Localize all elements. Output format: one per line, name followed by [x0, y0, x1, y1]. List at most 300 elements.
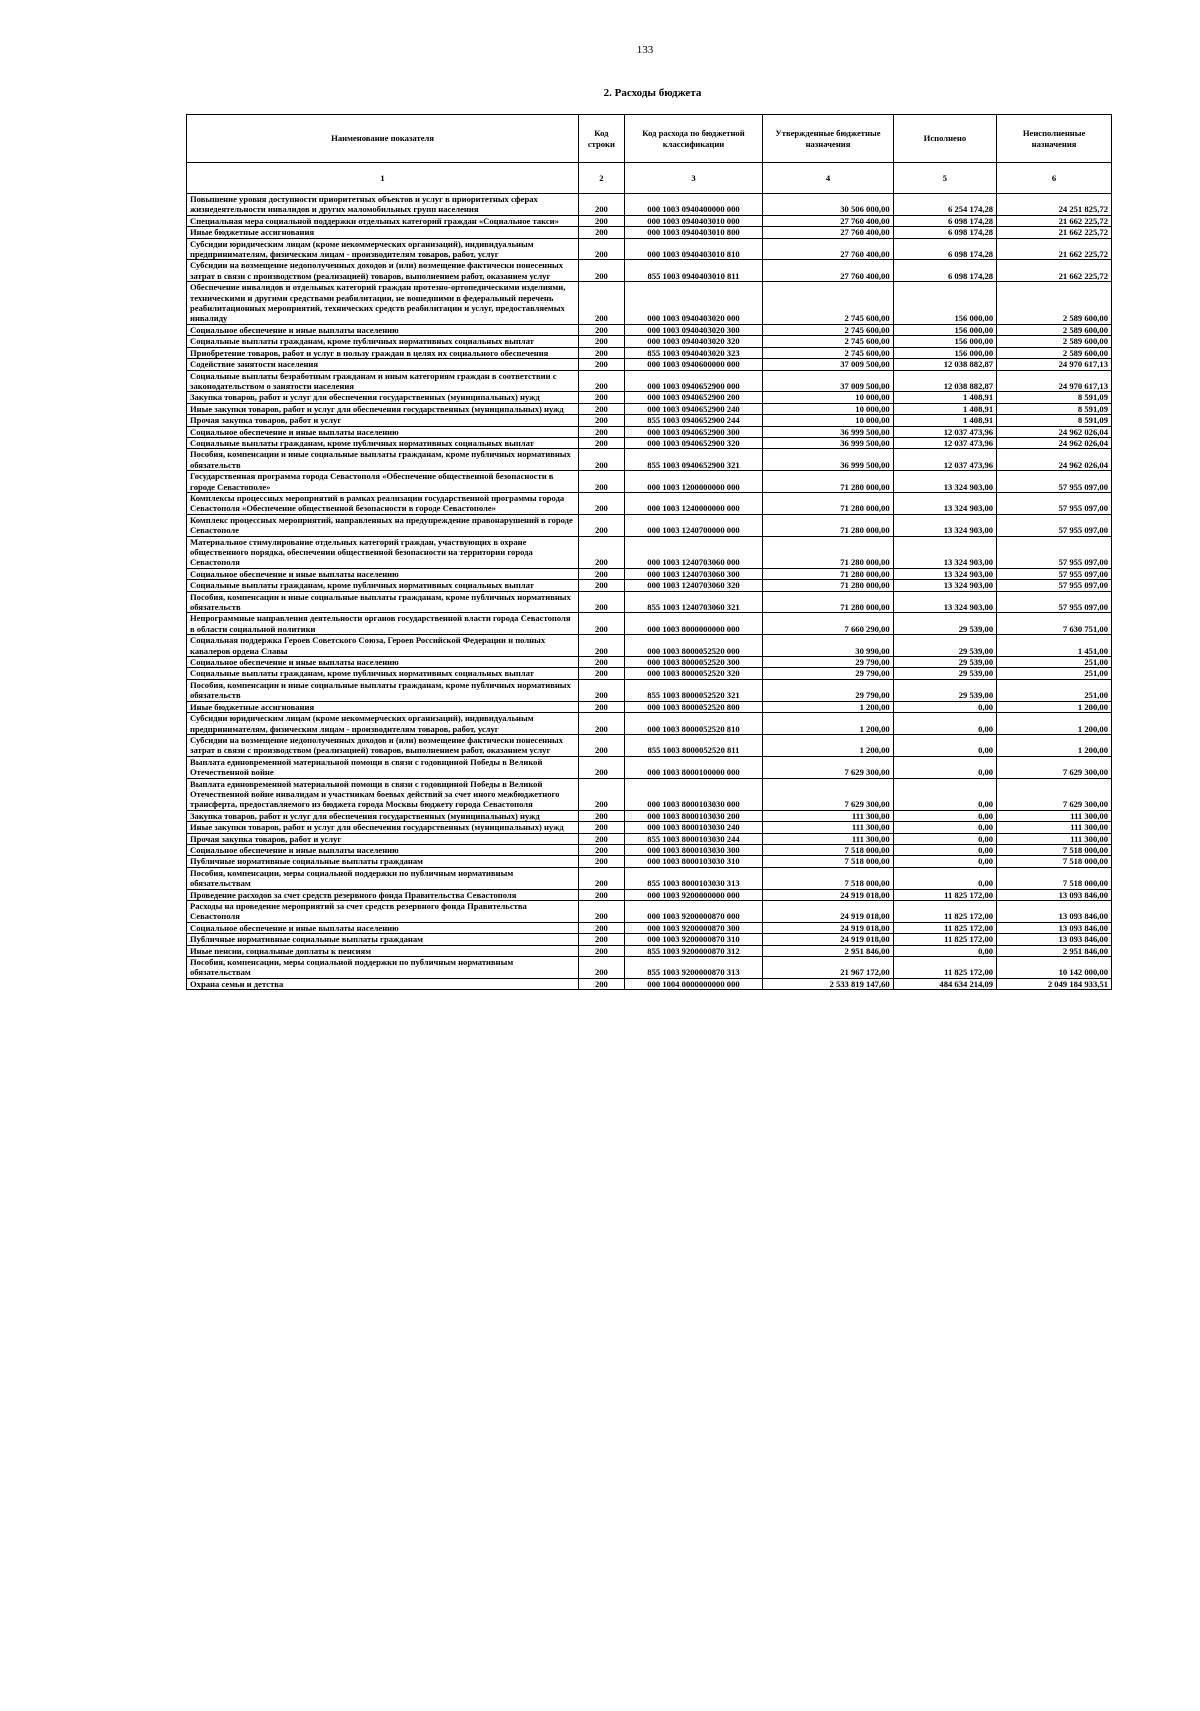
row-code: 200	[579, 713, 625, 735]
table-row	[187, 978, 1112, 989]
row-unexecuted: 2 589 600,00	[997, 347, 1112, 358]
row-executed: 13 324 903,00	[893, 492, 996, 514]
row-code: 200	[579, 336, 625, 347]
row-name: Субсидии юридическим лицам (кроме некоммерческих организаций), индивидуальным предпринимателям, физическим лицам - производителям товаров, работ, услуг	[187, 238, 579, 260]
row-code: 200	[579, 536, 625, 568]
row-code: 200	[579, 347, 625, 358]
section-title: 2. Расходы бюджета	[603, 87, 702, 99]
row-name: Непрограммные направления деятельности органов государственной власти города Севастополя в области социальной политики	[187, 613, 579, 635]
row-kbk: 000 1003 8000052520 800	[624, 701, 763, 712]
table-row	[187, 415, 1112, 426]
row-unexecuted: 13 093 846,00	[997, 889, 1112, 900]
row-name: Пособия, компенсации, меры социальной поддержки по публичным нормативным обязательствам	[187, 867, 579, 889]
row-code: 200	[579, 370, 625, 392]
row-unexecuted: 2 951 846,00	[997, 945, 1112, 956]
row-name: Прочая закупка товаров, работ и услуг	[187, 415, 579, 426]
row-kbk: 000 1003 0940652900 000	[624, 370, 763, 392]
row-name: Материальное стимулирование отдельных категорий граждан, участвующих в охране общественного порядка, обеспечении общественной безопасности на территории города Севастополя	[187, 536, 579, 568]
table-row	[187, 591, 1112, 613]
row-approved: 7 660 290,00	[763, 613, 893, 635]
column-header-unexecuted: Неисполненные назначения	[997, 115, 1112, 163]
row-kbk: 000 1003 1240703060 000	[624, 536, 763, 568]
row-approved: 2 745 600,00	[763, 324, 893, 335]
row-approved: 36 999 500,00	[763, 426, 893, 437]
row-unexecuted: 2 589 600,00	[997, 324, 1112, 335]
row-executed: 0,00	[893, 713, 996, 735]
column-number: 2	[579, 163, 625, 194]
table-row	[187, 227, 1112, 238]
row-approved: 2 745 600,00	[763, 336, 893, 347]
row-approved: 71 280 000,00	[763, 514, 893, 536]
table-row	[187, 426, 1112, 437]
row-kbk: 000 1003 8000000000 000	[624, 613, 763, 635]
row-code: 200	[579, 701, 625, 712]
table-row	[187, 238, 1112, 260]
column-number: 6	[997, 163, 1112, 194]
table-row	[187, 347, 1112, 358]
row-executed: 6 098 174,28	[893, 260, 996, 282]
row-name: Проведение расходов за счет средств резервного фонда Правительства Севастополя	[187, 889, 579, 900]
row-approved: 2 745 600,00	[763, 347, 893, 358]
row-kbk: 855 1003 8000103030 313	[624, 867, 763, 889]
table-row	[187, 657, 1112, 668]
row-unexecuted: 8 591,09	[997, 392, 1112, 403]
row-approved: 29 790,00	[763, 668, 893, 679]
row-executed: 13 324 903,00	[893, 514, 996, 536]
row-name: Закупка товаров, работ и услуг для обеспечения государственных (муниципальных) нужд	[187, 392, 579, 403]
row-unexecuted: 111 300,00	[997, 833, 1112, 844]
row-code: 200	[579, 844, 625, 855]
row-approved: 29 790,00	[763, 657, 893, 668]
row-approved: 2 533 819 147,60	[763, 978, 893, 989]
row-kbk: 000 1003 0940652900 200	[624, 392, 763, 403]
row-code: 200	[579, 260, 625, 282]
row-kbk: 000 1003 8000052520 320	[624, 668, 763, 679]
table-row	[187, 822, 1112, 833]
row-kbk: 000 1003 0940403020 320	[624, 336, 763, 347]
row-unexecuted: 7 629 300,00	[997, 778, 1112, 810]
row-unexecuted: 57 955 097,00	[997, 514, 1112, 536]
table-row	[187, 734, 1112, 756]
table-header-row	[187, 115, 1112, 163]
row-approved: 24 919 018,00	[763, 922, 893, 933]
table-row	[187, 833, 1112, 844]
row-approved: 71 280 000,00	[763, 580, 893, 591]
row-unexecuted: 24 962 026,04	[997, 437, 1112, 448]
row-code: 200	[579, 657, 625, 668]
row-name: Расходы на проведение мероприятий за счет средств резервного фонда Правительства Севастополя	[187, 901, 579, 923]
row-approved: 10 000,00	[763, 392, 893, 403]
row-name: Комплекс процессных мероприятий, направленных на предупреждение правонарушений в городе Севастополе	[187, 514, 579, 536]
row-code: 200	[579, 415, 625, 426]
row-executed: 11 825 172,00	[893, 957, 996, 979]
row-kbk: 000 1003 1240703060 300	[624, 568, 763, 579]
row-name: Публичные нормативные социальные выплаты гражданам	[187, 934, 579, 945]
row-approved: 36 999 500,00	[763, 449, 893, 471]
row-kbk: 000 1003 0940652900 240	[624, 403, 763, 414]
row-unexecuted: 57 955 097,00	[997, 591, 1112, 613]
row-executed: 0,00	[893, 701, 996, 712]
row-name: Приобретение товаров, работ и услуг в пользу граждан в целях их социального обеспечения	[187, 347, 579, 358]
row-approved: 71 280 000,00	[763, 536, 893, 568]
row-approved: 24 919 018,00	[763, 934, 893, 945]
table-row	[187, 392, 1112, 403]
row-executed: 11 825 172,00	[893, 889, 996, 900]
table-row	[187, 403, 1112, 414]
table-row	[187, 536, 1112, 568]
row-kbk: 000 1003 8000052520 000	[624, 635, 763, 657]
row-executed: 0,00	[893, 778, 996, 810]
row-kbk: 000 1003 8000103030 300	[624, 844, 763, 855]
row-executed: 0,00	[893, 756, 996, 778]
column-header-executed: Исполнено	[893, 115, 996, 163]
row-code: 200	[579, 613, 625, 635]
row-code: 200	[579, 867, 625, 889]
row-unexecuted: 24 970 617,13	[997, 370, 1112, 392]
row-approved: 71 280 000,00	[763, 471, 893, 493]
row-name: Специальная мера социальной поддержки отдельных категорий граждан «Социальное такси»	[187, 215, 579, 226]
table-row	[187, 449, 1112, 471]
table-row	[187, 679, 1112, 701]
table-row	[187, 945, 1112, 956]
row-kbk: 000 1003 8000103030 240	[624, 822, 763, 833]
row-name: Социальное обеспечение и иные выплаты населению	[187, 922, 579, 933]
row-approved: 71 280 000,00	[763, 568, 893, 579]
row-unexecuted: 57 955 097,00	[997, 492, 1112, 514]
row-approved: 37 009 500,00	[763, 359, 893, 370]
row-kbk: 000 1003 8000052520 300	[624, 657, 763, 668]
row-name: Пособия, компенсации и иные социальные выплаты гражданам, кроме публичных нормативных обязательств	[187, 679, 579, 701]
row-unexecuted: 251,00	[997, 668, 1112, 679]
row-kbk: 000 1004 0000000000 000	[624, 978, 763, 989]
row-unexecuted: 251,00	[997, 679, 1112, 701]
row-name: Социальная поддержка Героев Советского Союза, Героев Российской Федерации и полных кавалеров ордена Славы	[187, 635, 579, 657]
row-code: 200	[579, 492, 625, 514]
row-executed: 29 539,00	[893, 635, 996, 657]
row-approved: 1 200,00	[763, 701, 893, 712]
table-row	[187, 514, 1112, 536]
row-code: 200	[579, 679, 625, 701]
row-kbk: 000 1003 0940403010 800	[624, 227, 763, 238]
row-kbk: 855 1003 8000103030 244	[624, 833, 763, 844]
row-code: 200	[579, 359, 625, 370]
row-approved: 21 967 172,00	[763, 957, 893, 979]
row-unexecuted: 2 589 600,00	[997, 282, 1112, 325]
row-kbk: 000 1003 8000103030 000	[624, 778, 763, 810]
row-code: 200	[579, 922, 625, 933]
row-name: Иные закупки товаров, работ и услуг для обеспечения государственных (муниципальных) нужд	[187, 822, 579, 833]
row-unexecuted: 57 955 097,00	[997, 536, 1112, 568]
row-name: Иные пенсии, социальные доплаты к пенсиям	[187, 945, 579, 956]
row-kbk: 000 1003 0940652900 320	[624, 437, 763, 448]
row-executed: 13 324 903,00	[893, 568, 996, 579]
column-number: 3	[624, 163, 763, 194]
row-code: 200	[579, 580, 625, 591]
row-code: 200	[579, 734, 625, 756]
row-approved: 37 009 500,00	[763, 370, 893, 392]
row-approved: 7 518 000,00	[763, 867, 893, 889]
row-name: Социальное обеспечение и иные выплаты населению	[187, 568, 579, 579]
row-executed: 6 098 174,28	[893, 215, 996, 226]
row-unexecuted: 24 251 825,72	[997, 194, 1112, 216]
row-name: Социальные выплаты гражданам, кроме публичных нормативных социальных выплат	[187, 437, 579, 448]
row-code: 200	[579, 227, 625, 238]
row-approved: 1 200,00	[763, 734, 893, 756]
row-code: 200	[579, 822, 625, 833]
row-kbk: 000 1003 0940600000 000	[624, 359, 763, 370]
table-row	[187, 370, 1112, 392]
row-unexecuted: 21 662 225,72	[997, 215, 1112, 226]
row-code: 200	[579, 889, 625, 900]
row-executed: 6 098 174,28	[893, 238, 996, 260]
table-row	[187, 282, 1112, 325]
row-approved: 27 760 400,00	[763, 215, 893, 226]
row-name: Социальные выплаты гражданам, кроме публичных нормативных социальных выплат	[187, 336, 579, 347]
column-number: 5	[893, 163, 996, 194]
row-unexecuted: 251,00	[997, 657, 1112, 668]
row-name: Иные бюджетные ассигнования	[187, 227, 579, 238]
table-row	[187, 901, 1112, 923]
row-executed: 1 408,91	[893, 403, 996, 414]
row-code: 200	[579, 324, 625, 335]
table-row	[187, 492, 1112, 514]
table-row	[187, 867, 1112, 889]
row-code: 200	[579, 778, 625, 810]
row-approved: 111 300,00	[763, 822, 893, 833]
row-kbk: 855 1003 0940652900 321	[624, 449, 763, 471]
row-executed: 12 037 473,96	[893, 449, 996, 471]
row-kbk: 855 1003 1240703060 321	[624, 591, 763, 613]
row-name: Иные бюджетные ассигнования	[187, 701, 579, 712]
row-executed: 29 539,00	[893, 657, 996, 668]
row-unexecuted: 1 200,00	[997, 734, 1112, 756]
row-unexecuted: 2 049 184 933,51	[997, 978, 1112, 989]
table-row	[187, 778, 1112, 810]
row-approved: 111 300,00	[763, 833, 893, 844]
row-executed: 12 037 473,96	[893, 437, 996, 448]
row-code: 200	[579, 426, 625, 437]
row-executed: 156 000,00	[893, 324, 996, 335]
row-code: 200	[579, 282, 625, 325]
row-kbk: 000 1003 0940652900 300	[624, 426, 763, 437]
row-kbk: 855 1003 0940403020 323	[624, 347, 763, 358]
row-code: 200	[579, 449, 625, 471]
column-number: 1	[187, 163, 579, 194]
table-row	[187, 471, 1112, 493]
row-approved: 71 280 000,00	[763, 492, 893, 514]
table-row	[187, 613, 1112, 635]
row-code: 200	[579, 945, 625, 956]
row-code: 200	[579, 978, 625, 989]
row-kbk: 855 1003 8000052520 811	[624, 734, 763, 756]
row-unexecuted: 57 955 097,00	[997, 471, 1112, 493]
row-approved: 24 919 018,00	[763, 889, 893, 900]
row-unexecuted: 111 300,00	[997, 810, 1112, 821]
row-unexecuted: 21 662 225,72	[997, 260, 1112, 282]
table-row	[187, 934, 1112, 945]
row-name: Пособия, компенсации и иные социальные выплаты гражданам, кроме публичных нормативных обязательств	[187, 449, 579, 471]
row-code: 200	[579, 514, 625, 536]
row-code: 200	[579, 238, 625, 260]
row-executed: 0,00	[893, 856, 996, 867]
row-unexecuted: 13 093 846,00	[997, 901, 1112, 923]
row-kbk: 855 1003 9200000870 312	[624, 945, 763, 956]
table-row	[187, 260, 1112, 282]
row-code: 200	[579, 934, 625, 945]
row-approved: 30 990,00	[763, 635, 893, 657]
table-row	[187, 580, 1112, 591]
row-kbk: 000 1003 8000103030 200	[624, 810, 763, 821]
row-executed: 11 825 172,00	[893, 922, 996, 933]
row-code: 200	[579, 756, 625, 778]
table-row	[187, 756, 1112, 778]
row-unexecuted: 57 955 097,00	[997, 580, 1112, 591]
row-executed: 1 408,91	[893, 415, 996, 426]
row-kbk: 855 1003 8000052520 321	[624, 679, 763, 701]
row-executed: 484 634 214,09	[893, 978, 996, 989]
row-unexecuted: 1 200,00	[997, 701, 1112, 712]
row-executed: 12 037 473,96	[893, 426, 996, 437]
row-executed: 0,00	[893, 844, 996, 855]
row-unexecuted: 24 962 026,04	[997, 449, 1112, 471]
row-kbk: 000 1003 8000052520 810	[624, 713, 763, 735]
row-kbk: 000 1003 9200000870 310	[624, 934, 763, 945]
row-code: 200	[579, 810, 625, 821]
table-row	[187, 668, 1112, 679]
row-approved: 24 919 018,00	[763, 901, 893, 923]
row-approved: 27 760 400,00	[763, 238, 893, 260]
row-executed: 12 038 882,87	[893, 370, 996, 392]
row-unexecuted: 57 955 097,00	[997, 568, 1112, 579]
row-kbk: 000 1003 9200000870 000	[624, 901, 763, 923]
page-number: 133	[636, 44, 654, 56]
row-kbk: 000 1003 0940403010 810	[624, 238, 763, 260]
row-executed: 156 000,00	[893, 336, 996, 347]
row-unexecuted: 21 662 225,72	[997, 227, 1112, 238]
row-unexecuted: 8 591,09	[997, 415, 1112, 426]
row-unexecuted: 21 662 225,72	[997, 238, 1112, 260]
row-name: Социальное обеспечение и иные выплаты населению	[187, 426, 579, 437]
row-approved: 7 518 000,00	[763, 856, 893, 867]
row-kbk: 000 1003 9200000000 000	[624, 889, 763, 900]
column-header-approved: Утвержденные бюджетные назначения	[763, 115, 893, 163]
row-name: Закупка товаров, работ и услуг для обеспечения государственных (муниципальных) нужд	[187, 810, 579, 821]
row-name: Социальные выплаты безработным гражданам и иным категориям граждан в соответствии с законодательством о занятости населения	[187, 370, 579, 392]
row-approved: 2 951 846,00	[763, 945, 893, 956]
row-unexecuted: 8 591,09	[997, 403, 1112, 414]
row-kbk: 855 1003 9200000870 313	[624, 957, 763, 979]
row-code: 200	[579, 668, 625, 679]
row-executed: 13 324 903,00	[893, 580, 996, 591]
row-kbk: 000 1003 0940403010 000	[624, 215, 763, 226]
row-unexecuted: 10 142 000,00	[997, 957, 1112, 979]
table-row	[187, 359, 1112, 370]
table-row	[187, 568, 1112, 579]
row-name: Социальное обеспечение и иные выплаты населению	[187, 844, 579, 855]
row-approved: 36 999 500,00	[763, 437, 893, 448]
row-code: 200	[579, 471, 625, 493]
table-row	[187, 194, 1112, 216]
row-code: 200	[579, 194, 625, 216]
row-executed: 13 324 903,00	[893, 471, 996, 493]
row-unexecuted: 1 200,00	[997, 713, 1112, 735]
row-unexecuted: 13 093 846,00	[997, 934, 1112, 945]
row-name: Социальные выплаты гражданам, кроме публичных нормативных социальных выплат	[187, 668, 579, 679]
row-approved: 7 518 000,00	[763, 844, 893, 855]
row-executed: 0,00	[893, 734, 996, 756]
row-unexecuted: 7 629 300,00	[997, 756, 1112, 778]
row-name: Охрана семьи и детства	[187, 978, 579, 989]
table-row	[187, 324, 1112, 335]
row-name: Субсидии на возмещение недополученных доходов и (или) возмещение фактически понесенных затрат в связи с производством (реализацией) товаров, выполнением работ, оказанием услуг	[187, 260, 579, 282]
budget-expenses-table	[186, 114, 1112, 990]
row-executed: 29 539,00	[893, 668, 996, 679]
row-name: Социальные выплаты гражданам, кроме публичных нормативных социальных выплат	[187, 580, 579, 591]
row-name: Социальное обеспечение и иные выплаты населению	[187, 324, 579, 335]
row-name: Содействие занятости населения	[187, 359, 579, 370]
row-approved: 10 000,00	[763, 415, 893, 426]
row-approved: 27 760 400,00	[763, 260, 893, 282]
row-kbk: 000 1003 8000103030 310	[624, 856, 763, 867]
row-executed: 11 825 172,00	[893, 934, 996, 945]
row-kbk: 855 1003 0940403010 811	[624, 260, 763, 282]
row-executed: 1 408,91	[893, 392, 996, 403]
row-executed: 29 539,00	[893, 679, 996, 701]
table-body	[187, 194, 1112, 990]
row-executed: 156 000,00	[893, 347, 996, 358]
row-name: Выплата единовременной материальной помощи в связи с годовщиной Победы в Великой Отечественной войне инвалидам и участникам боевых действий за счет иного межбюджетного трансферта, предоставляемого из бюджета города Москвы бюджету города Севастополя	[187, 778, 579, 810]
row-kbk: 000 1003 1240000000 000	[624, 492, 763, 514]
row-executed: 0,00	[893, 810, 996, 821]
row-name: Пособия, компенсации, меры социальной поддержки по публичным нормативным обязательствам	[187, 957, 579, 979]
row-executed: 12 038 882,87	[893, 359, 996, 370]
row-code: 200	[579, 392, 625, 403]
column-header-code: Код строки	[579, 115, 625, 163]
row-executed: 13 324 903,00	[893, 536, 996, 568]
table-row	[187, 336, 1112, 347]
row-name: Повышение уровня доступности приоритетных объектов и услуг в приоритетных сферах жизнедеятельности инвалидов и других маломобильных групп населения	[187, 194, 579, 216]
row-executed: 11 825 172,00	[893, 901, 996, 923]
row-code: 200	[579, 635, 625, 657]
row-kbk: 000 1003 8000100000 000	[624, 756, 763, 778]
column-number-row	[187, 163, 1112, 194]
table-row	[187, 810, 1112, 821]
row-kbk: 000 1003 1240703060 320	[624, 580, 763, 591]
row-name: Публичные нормативные социальные выплаты гражданам	[187, 856, 579, 867]
row-approved: 7 629 300,00	[763, 778, 893, 810]
row-executed: 13 324 903,00	[893, 591, 996, 613]
row-unexecuted: 24 962 026,04	[997, 426, 1112, 437]
table-row	[187, 856, 1112, 867]
row-name: Государственная программа города Севастополя «Обеспечение общественной безопасности в городе Севастополе»	[187, 471, 579, 493]
row-code: 200	[579, 901, 625, 923]
row-code: 200	[579, 957, 625, 979]
table-row	[187, 844, 1112, 855]
row-unexecuted: 111 300,00	[997, 822, 1112, 833]
row-executed: 0,00	[893, 833, 996, 844]
row-approved: 1 200,00	[763, 713, 893, 735]
row-executed: 0,00	[893, 867, 996, 889]
row-name: Выплата единовременной материальной помощи в связи с годовщиной Победы в Великой Отечественной войне	[187, 756, 579, 778]
row-executed: 156 000,00	[893, 282, 996, 325]
row-kbk: 000 1003 9200000870 300	[624, 922, 763, 933]
table-row	[187, 701, 1112, 712]
row-unexecuted: 7 518 000,00	[997, 867, 1112, 889]
column-header-kbk: Код расхода по бюджетной классификации	[624, 115, 763, 163]
row-approved: 2 745 600,00	[763, 282, 893, 325]
row-kbk: 000 1003 0940400000 000	[624, 194, 763, 216]
row-unexecuted: 1 451,00	[997, 635, 1112, 657]
